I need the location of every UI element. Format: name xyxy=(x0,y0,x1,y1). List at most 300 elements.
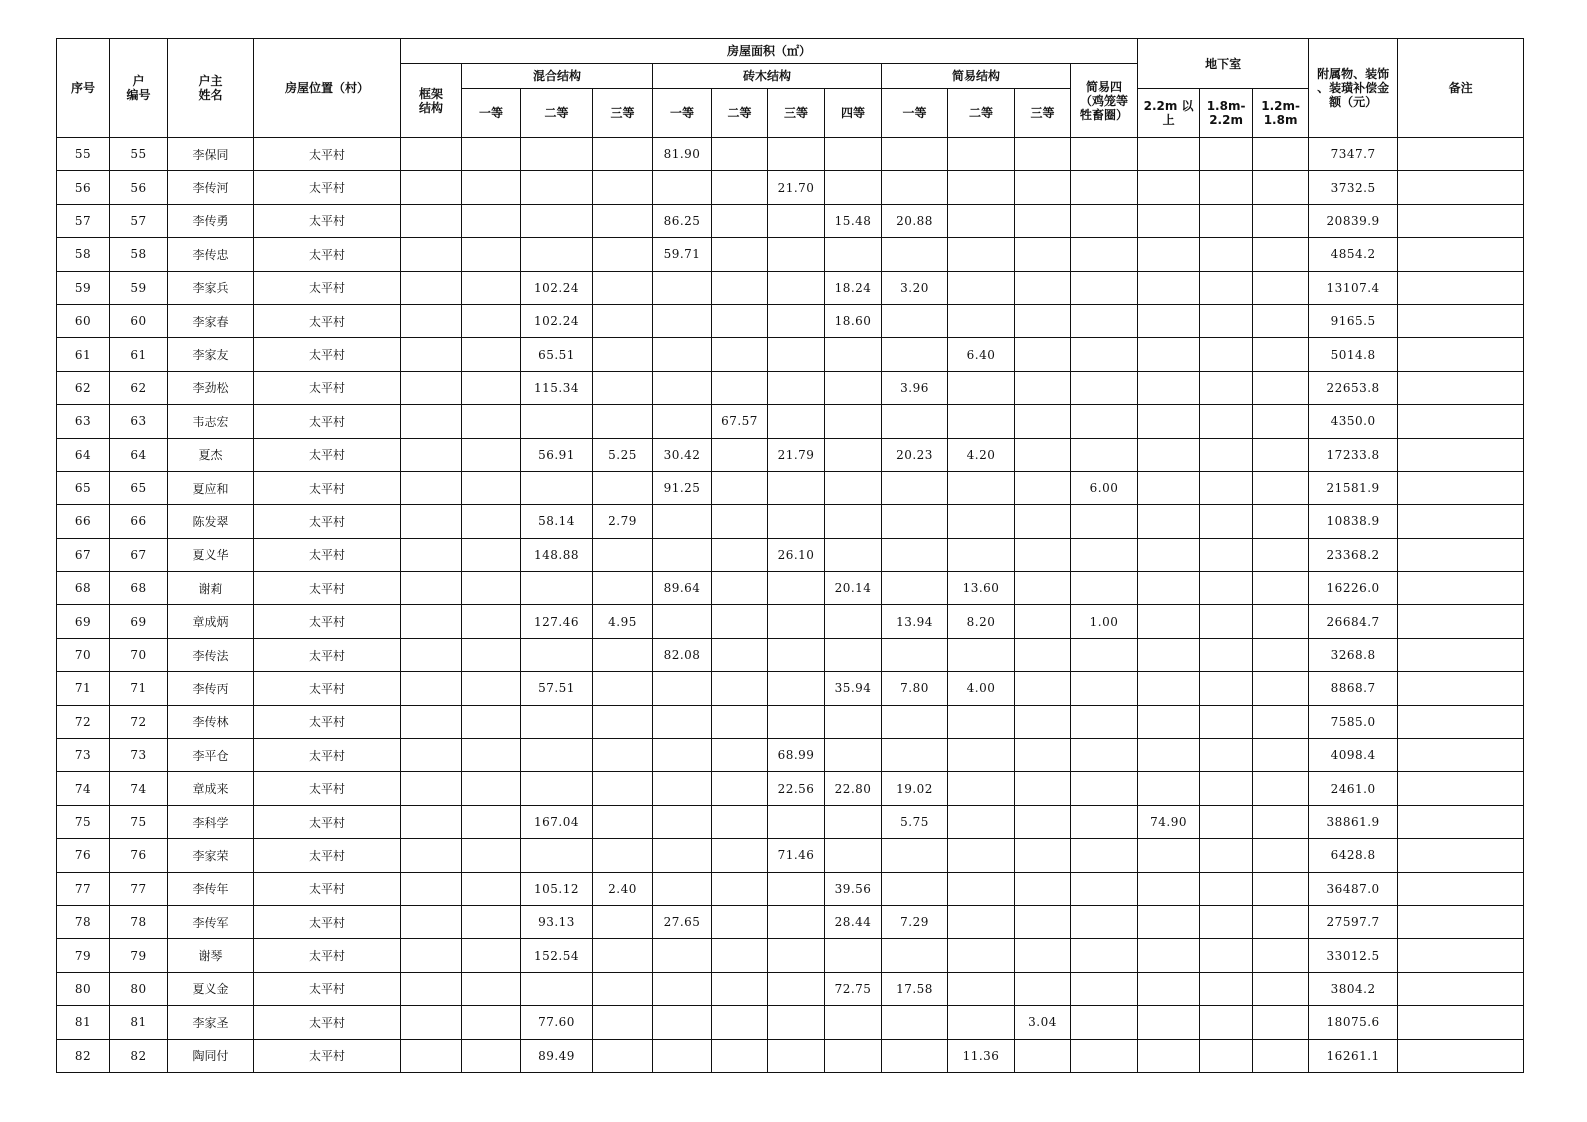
mixed-grade2-cell: 102.24 xyxy=(521,304,593,337)
header-seq: 序号 xyxy=(57,39,110,138)
basement-1-2m-cell xyxy=(1253,471,1309,504)
basement-1-2m-cell xyxy=(1253,739,1309,772)
village-cell: 太平村 xyxy=(254,972,401,1005)
simple-grade2-cell: 4.00 xyxy=(948,672,1015,705)
mixed-grade2-cell: 152.54 xyxy=(521,939,593,972)
mixed-grade3-cell xyxy=(593,538,653,571)
header-brick-grade2: 二等 xyxy=(712,89,768,138)
simple-grade1-cell xyxy=(882,739,948,772)
household-no-cell: 72 xyxy=(110,705,168,738)
simple-grade1-cell xyxy=(882,1039,948,1072)
remark-cell xyxy=(1398,939,1524,972)
seq-cell: 62 xyxy=(57,371,110,404)
basement-2-2m-cell xyxy=(1138,772,1200,805)
remark-cell xyxy=(1398,271,1524,304)
mixed-grade1-cell xyxy=(462,238,521,271)
basement-2-2m-cell xyxy=(1138,371,1200,404)
basement-1-8m-cell xyxy=(1200,605,1253,638)
basement-1-2m-cell xyxy=(1253,972,1309,1005)
simple-grade2-cell xyxy=(948,138,1015,171)
brick-grade2-cell xyxy=(712,739,768,772)
attachments-amount-cell: 27597.7 xyxy=(1309,905,1398,938)
attachments-amount-cell: 16261.1 xyxy=(1309,1039,1398,1072)
simple-grade3-cell xyxy=(1015,972,1071,1005)
mixed-grade3-cell xyxy=(593,271,653,304)
mixed-grade1-cell xyxy=(462,1006,521,1039)
seq-cell: 56 xyxy=(57,171,110,204)
remark-cell xyxy=(1398,805,1524,838)
household-no-cell: 59 xyxy=(110,271,168,304)
owner-name-cell: 章成来 xyxy=(168,772,254,805)
seq-cell: 77 xyxy=(57,872,110,905)
mixed-grade2-cell xyxy=(521,638,593,671)
simple-grade1-cell xyxy=(882,939,948,972)
table-row xyxy=(57,705,1524,738)
mixed-grade2-cell xyxy=(521,238,593,271)
attachments-amount-cell: 21581.9 xyxy=(1309,471,1398,504)
brick-grade3-cell xyxy=(768,1006,825,1039)
basement-2-2m-cell xyxy=(1138,939,1200,972)
basement-1-2m-cell xyxy=(1253,1006,1309,1039)
brick-grade4-cell xyxy=(825,405,882,438)
seq-cell: 72 xyxy=(57,705,110,738)
table-row xyxy=(57,972,1524,1005)
attachments-amount-cell: 6428.8 xyxy=(1309,839,1398,872)
brick-grade4-cell xyxy=(825,805,882,838)
basement-1-2m-cell xyxy=(1253,939,1309,972)
attachments-amount-cell: 17233.8 xyxy=(1309,438,1398,471)
simple-grade3-cell xyxy=(1015,839,1071,872)
household-no-cell: 75 xyxy=(110,805,168,838)
simple-grade2-cell xyxy=(948,772,1015,805)
household-no-cell: 63 xyxy=(110,405,168,438)
mixed-grade2-cell: 57.51 xyxy=(521,672,593,705)
basement-1-8m-cell xyxy=(1200,471,1253,504)
brick-grade4-cell: 20.14 xyxy=(825,572,882,605)
simple-grade3-cell xyxy=(1015,672,1071,705)
header-house-area: 房屋面积（㎡） xyxy=(401,39,1138,64)
owner-name-cell: 李家荣 xyxy=(168,839,254,872)
seq-cell: 79 xyxy=(57,939,110,972)
remark-cell xyxy=(1398,638,1524,671)
brick-grade4-cell: 18.24 xyxy=(825,271,882,304)
owner-name-cell: 李家春 xyxy=(168,304,254,337)
mixed-grade2-cell: 105.12 xyxy=(521,872,593,905)
seq-cell: 74 xyxy=(57,772,110,805)
brick-grade2-cell xyxy=(712,939,768,972)
village-cell: 太平村 xyxy=(254,171,401,204)
household-no-cell: 61 xyxy=(110,338,168,371)
seq-cell: 78 xyxy=(57,905,110,938)
simple-grade1-cell: 3.20 xyxy=(882,271,948,304)
simple-grade2-cell xyxy=(948,204,1015,237)
household-no-cell: 73 xyxy=(110,739,168,772)
basement-2-2m-cell xyxy=(1138,405,1200,438)
village-cell: 太平村 xyxy=(254,605,401,638)
mixed-grade2-cell xyxy=(521,171,593,204)
village-cell: 太平村 xyxy=(254,505,401,538)
seq-cell: 69 xyxy=(57,605,110,638)
simple-four-cell xyxy=(1071,805,1138,838)
simple-grade2-cell: 13.60 xyxy=(948,572,1015,605)
simple-four-cell xyxy=(1071,538,1138,571)
mixed-grade1-cell xyxy=(462,905,521,938)
brick-grade2-cell xyxy=(712,271,768,304)
household-no-cell: 68 xyxy=(110,572,168,605)
basement-1-8m-cell xyxy=(1200,238,1253,271)
table-row xyxy=(57,572,1524,605)
basement-2-2m-cell xyxy=(1138,572,1200,605)
brick-grade3-cell: 22.56 xyxy=(768,772,825,805)
brick-grade3-cell xyxy=(768,939,825,972)
brick-grade1-cell xyxy=(653,872,712,905)
mixed-grade3-cell xyxy=(593,772,653,805)
seq-cell: 71 xyxy=(57,672,110,705)
brick-grade2-cell xyxy=(712,805,768,838)
brick-grade4-cell: 28.44 xyxy=(825,905,882,938)
seq-cell: 60 xyxy=(57,304,110,337)
seq-cell: 70 xyxy=(57,638,110,671)
simple-grade1-cell xyxy=(882,705,948,738)
table-row xyxy=(57,872,1524,905)
owner-name-cell: 李家兵 xyxy=(168,271,254,304)
owner-name-cell: 李劲松 xyxy=(168,371,254,404)
brick-grade2-cell xyxy=(712,772,768,805)
brick-grade2-cell xyxy=(712,705,768,738)
brick-grade3-cell xyxy=(768,905,825,938)
simple-grade1-cell: 19.02 xyxy=(882,772,948,805)
simple-four-cell xyxy=(1071,338,1138,371)
simple-grade1-cell xyxy=(882,304,948,337)
simple-grade2-cell xyxy=(948,972,1015,1005)
village-cell: 太平村 xyxy=(254,905,401,938)
brick-grade3-cell xyxy=(768,705,825,738)
brick-grade2-cell: 67.57 xyxy=(712,405,768,438)
brick-grade2-cell xyxy=(712,605,768,638)
mixed-grade1-cell xyxy=(462,739,521,772)
household-no-cell: 79 xyxy=(110,939,168,972)
simple-four-cell xyxy=(1071,839,1138,872)
frame-area-cell xyxy=(401,138,462,171)
remark-cell xyxy=(1398,872,1524,905)
owner-name-cell: 李传丙 xyxy=(168,672,254,705)
owner-name-cell: 韦志宏 xyxy=(168,405,254,438)
mixed-grade3-cell xyxy=(593,905,653,938)
table-row xyxy=(57,505,1524,538)
village-cell: 太平村 xyxy=(254,438,401,471)
simple-grade1-cell xyxy=(882,538,948,571)
simple-grade1-cell xyxy=(882,238,948,271)
basement-1-2m-cell xyxy=(1253,438,1309,471)
simple-four-cell xyxy=(1071,371,1138,404)
remark-cell xyxy=(1398,171,1524,204)
brick-grade3-cell xyxy=(768,605,825,638)
simple-grade3-cell xyxy=(1015,772,1071,805)
brick-grade1-cell xyxy=(653,505,712,538)
brick-grade3-cell xyxy=(768,271,825,304)
brick-grade2-cell xyxy=(712,505,768,538)
brick-grade2-cell xyxy=(712,972,768,1005)
brick-grade3-cell xyxy=(768,638,825,671)
brick-grade1-cell xyxy=(653,405,712,438)
mixed-grade2-cell: 65.51 xyxy=(521,338,593,371)
brick-grade3-cell xyxy=(768,505,825,538)
brick-grade4-cell xyxy=(825,138,882,171)
table-header xyxy=(57,39,1524,138)
brick-grade3-cell: 68.99 xyxy=(768,739,825,772)
simple-grade1-cell xyxy=(882,471,948,504)
attachments-amount-cell: 4854.2 xyxy=(1309,238,1398,271)
village-cell: 太平村 xyxy=(254,1006,401,1039)
attachments-amount-cell: 5014.8 xyxy=(1309,338,1398,371)
simple-four-cell xyxy=(1071,705,1138,738)
brick-grade2-cell xyxy=(712,371,768,404)
simple-grade1-cell xyxy=(882,1006,948,1039)
frame-area-cell xyxy=(401,638,462,671)
table-body xyxy=(57,138,1524,1073)
brick-grade4-cell xyxy=(825,939,882,972)
basement-1-8m-cell xyxy=(1200,538,1253,571)
mixed-grade1-cell xyxy=(462,371,521,404)
brick-grade3-cell xyxy=(768,138,825,171)
household-no-cell: 56 xyxy=(110,171,168,204)
simple-four-cell xyxy=(1071,739,1138,772)
seq-cell: 61 xyxy=(57,338,110,371)
simple-grade2-cell xyxy=(948,371,1015,404)
frame-area-cell xyxy=(401,405,462,438)
village-cell: 太平村 xyxy=(254,572,401,605)
remark-cell xyxy=(1398,371,1524,404)
mixed-grade2-cell: 56.91 xyxy=(521,438,593,471)
simple-grade3-cell xyxy=(1015,805,1071,838)
owner-name-cell: 李传军 xyxy=(168,905,254,938)
brick-grade1-cell: 86.25 xyxy=(653,204,712,237)
village-cell: 太平村 xyxy=(254,238,401,271)
mixed-grade2-cell xyxy=(521,572,593,605)
brick-grade4-cell: 15.48 xyxy=(825,204,882,237)
seq-cell: 75 xyxy=(57,805,110,838)
basement-1-8m-cell xyxy=(1200,705,1253,738)
brick-grade4-cell xyxy=(825,605,882,638)
village-cell: 太平村 xyxy=(254,538,401,571)
simple-grade1-cell xyxy=(882,138,948,171)
brick-grade1-cell xyxy=(653,939,712,972)
remark-cell xyxy=(1398,505,1524,538)
brick-grade3-cell xyxy=(768,672,825,705)
frame-area-cell xyxy=(401,1039,462,1072)
mixed-grade2-cell xyxy=(521,972,593,1005)
compensation-table xyxy=(56,38,1524,1073)
seq-cell: 64 xyxy=(57,438,110,471)
table-row xyxy=(57,171,1524,204)
brick-grade1-cell xyxy=(653,839,712,872)
mixed-grade2-cell: 127.46 xyxy=(521,605,593,638)
brick-grade2-cell xyxy=(712,438,768,471)
frame-area-cell xyxy=(401,238,462,271)
seq-cell: 58 xyxy=(57,238,110,271)
remark-cell xyxy=(1398,204,1524,237)
mixed-grade1-cell xyxy=(462,772,521,805)
table-row xyxy=(57,672,1524,705)
basement-1-8m-cell xyxy=(1200,338,1253,371)
remark-cell xyxy=(1398,672,1524,705)
basement-2-2m-cell xyxy=(1138,638,1200,671)
brick-grade3-cell xyxy=(768,872,825,905)
simple-four-cell xyxy=(1071,138,1138,171)
simple-grade3-cell xyxy=(1015,138,1071,171)
brick-grade1-cell xyxy=(653,672,712,705)
brick-grade4-cell xyxy=(825,839,882,872)
simple-grade1-cell xyxy=(882,171,948,204)
owner-name-cell: 陶同付 xyxy=(168,1039,254,1072)
basement-1-8m-cell xyxy=(1200,672,1253,705)
brick-grade4-cell xyxy=(825,705,882,738)
brick-grade2-cell xyxy=(712,1006,768,1039)
mixed-grade1-cell xyxy=(462,438,521,471)
simple-grade1-cell: 7.29 xyxy=(882,905,948,938)
simple-grade2-cell: 4.20 xyxy=(948,438,1015,471)
brick-grade2-cell xyxy=(712,839,768,872)
header-mixed: 混合结构 xyxy=(462,64,653,89)
brick-grade3-cell xyxy=(768,1039,825,1072)
attachments-amount-cell: 26684.7 xyxy=(1309,605,1398,638)
attachments-amount-cell: 23368.2 xyxy=(1309,538,1398,571)
simple-grade2-cell xyxy=(948,271,1015,304)
attachments-amount-cell: 9165.5 xyxy=(1309,304,1398,337)
remark-cell xyxy=(1398,438,1524,471)
brick-grade1-cell xyxy=(653,271,712,304)
basement-1-8m-cell xyxy=(1200,839,1253,872)
seq-cell: 80 xyxy=(57,972,110,1005)
basement-1-2m-cell xyxy=(1253,839,1309,872)
village-cell: 太平村 xyxy=(254,405,401,438)
remark-cell xyxy=(1398,1006,1524,1039)
header-mixed-grade2: 二等 xyxy=(521,89,593,138)
table-row xyxy=(57,772,1524,805)
simple-grade2-cell xyxy=(948,471,1015,504)
table-row xyxy=(57,338,1524,371)
simple-grade3-cell xyxy=(1015,872,1071,905)
brick-grade4-cell xyxy=(825,505,882,538)
basement-2-2m-cell xyxy=(1138,538,1200,571)
brick-grade1-cell xyxy=(653,538,712,571)
simple-grade3-cell xyxy=(1015,405,1071,438)
remark-cell xyxy=(1398,572,1524,605)
remark-cell xyxy=(1398,739,1524,772)
brick-grade2-cell xyxy=(712,672,768,705)
basement-2-2m-cell xyxy=(1138,471,1200,504)
header-brick-grade4: 四等 xyxy=(825,89,882,138)
seq-cell: 59 xyxy=(57,271,110,304)
table-row xyxy=(57,1006,1524,1039)
village-cell: 太平村 xyxy=(254,1039,401,1072)
basement-1-2m-cell xyxy=(1253,204,1309,237)
mixed-grade3-cell xyxy=(593,238,653,271)
brick-grade1-cell: 30.42 xyxy=(653,438,712,471)
brick-grade3-cell: 21.70 xyxy=(768,171,825,204)
brick-grade3-cell: 21.79 xyxy=(768,438,825,471)
brick-grade4-cell xyxy=(825,238,882,271)
mixed-grade1-cell xyxy=(462,638,521,671)
simple-grade3-cell xyxy=(1015,505,1071,538)
simple-grade2-cell: 11.36 xyxy=(948,1039,1015,1072)
household-no-cell: 64 xyxy=(110,438,168,471)
mixed-grade3-cell xyxy=(593,672,653,705)
household-no-cell: 57 xyxy=(110,204,168,237)
basement-1-2m-cell xyxy=(1253,872,1309,905)
simple-grade3-cell xyxy=(1015,171,1071,204)
simple-grade1-cell: 20.88 xyxy=(882,204,948,237)
brick-grade4-cell: 72.75 xyxy=(825,972,882,1005)
brick-grade1-cell: 89.64 xyxy=(653,572,712,605)
basement-1-2m-cell xyxy=(1253,371,1309,404)
brick-grade2-cell xyxy=(712,538,768,571)
simple-grade2-cell: 6.40 xyxy=(948,338,1015,371)
basement-2-2m-cell xyxy=(1138,872,1200,905)
seq-cell: 66 xyxy=(57,505,110,538)
table-row xyxy=(57,238,1524,271)
mixed-grade2-cell: 115.34 xyxy=(521,371,593,404)
basement-1-8m-cell xyxy=(1200,204,1253,237)
basement-1-8m-cell xyxy=(1200,438,1253,471)
header-mixed-grade1: 一等 xyxy=(462,89,521,138)
owner-name-cell: 李传忠 xyxy=(168,238,254,271)
table-row xyxy=(57,405,1524,438)
brick-grade3-cell xyxy=(768,238,825,271)
header-simple: 简易结构 xyxy=(882,64,1071,89)
remark-cell xyxy=(1398,605,1524,638)
mixed-grade3-cell xyxy=(593,805,653,838)
brick-grade3-cell: 71.46 xyxy=(768,839,825,872)
brick-grade1-cell xyxy=(653,1006,712,1039)
mixed-grade3-cell xyxy=(593,171,653,204)
seq-cell: 57 xyxy=(57,204,110,237)
attachments-amount-cell: 8868.7 xyxy=(1309,672,1398,705)
table-row xyxy=(57,304,1524,337)
remark-cell xyxy=(1398,772,1524,805)
basement-1-2m-cell xyxy=(1253,138,1309,171)
village-cell: 太平村 xyxy=(254,271,401,304)
basement-2-2m-cell xyxy=(1138,1039,1200,1072)
simple-four-cell xyxy=(1071,1039,1138,1072)
owner-name-cell: 李传法 xyxy=(168,638,254,671)
mixed-grade1-cell xyxy=(462,872,521,905)
brick-grade3-cell: 26.10 xyxy=(768,538,825,571)
simple-grade3-cell: 3.04 xyxy=(1015,1006,1071,1039)
simple-four-cell xyxy=(1071,672,1138,705)
basement-2-2m-cell xyxy=(1138,839,1200,872)
brick-grade1-cell: 59.71 xyxy=(653,238,712,271)
household-no-cell: 65 xyxy=(110,471,168,504)
household-no-cell: 81 xyxy=(110,1006,168,1039)
seq-cell: 73 xyxy=(57,739,110,772)
frame-area-cell xyxy=(401,171,462,204)
basement-2-2m-cell xyxy=(1138,705,1200,738)
simple-four-cell xyxy=(1071,1006,1138,1039)
remark-cell xyxy=(1398,471,1524,504)
mixed-grade2-cell: 102.24 xyxy=(521,271,593,304)
basement-1-8m-cell xyxy=(1200,1039,1253,1072)
basement-2-2m-cell xyxy=(1138,972,1200,1005)
owner-name-cell: 陈发翠 xyxy=(168,505,254,538)
basement-2-2m-cell xyxy=(1138,1006,1200,1039)
seq-cell: 65 xyxy=(57,471,110,504)
basement-1-8m-cell xyxy=(1200,939,1253,972)
owner-name-cell: 夏义华 xyxy=(168,538,254,571)
basement-2-2m-cell xyxy=(1138,438,1200,471)
mixed-grade2-cell xyxy=(521,772,593,805)
attachments-amount-cell: 36487.0 xyxy=(1309,872,1398,905)
